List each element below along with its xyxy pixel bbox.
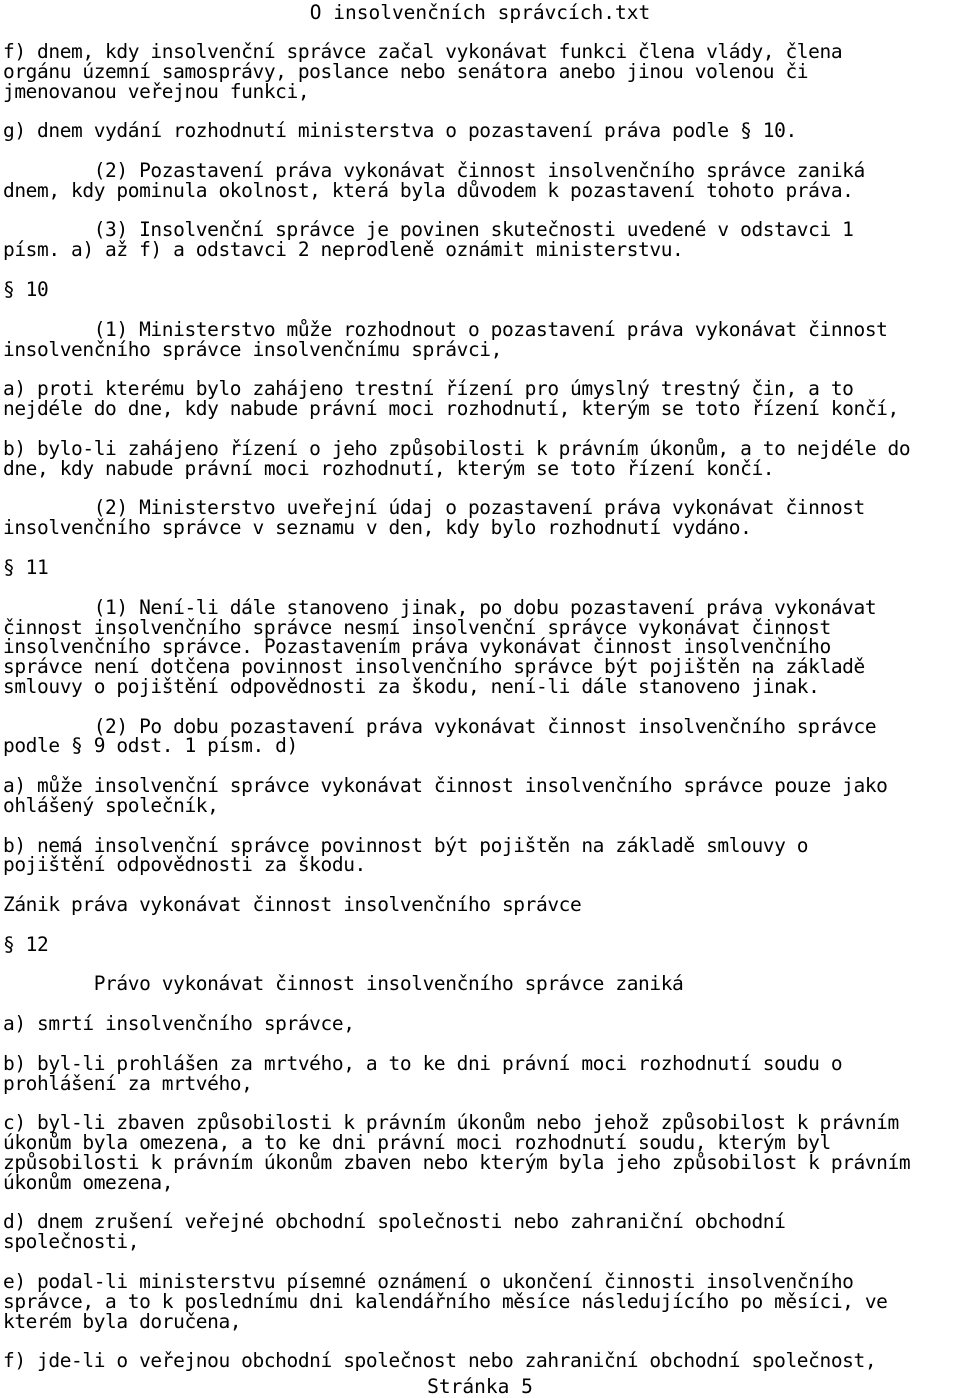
text-line: úkonům omezena, (3, 1171, 174, 1194)
text-line: d) dnem zrušení veřejné obchodní společnosti nebo zahraniční obchodní (3, 1210, 786, 1233)
text-line: dnem, kdy pominula okolnost, která byla důvodem k pozastavení tohoto práva. (3, 179, 854, 202)
text-line: a) proti kterému bylo zahájeno trestní řízení pro úmyslný trestný čin, a to (3, 377, 854, 400)
text-line: jmenovanou veřejnou funkci, (3, 80, 310, 103)
text-line: smlouvy o pojištění odpovědnosti za škodu, není-li dále stanoveno jinak. (3, 675, 820, 698)
text-line: nejdéle do dne, kdy nabude právní moci rozhodnutí, kterým se toto řízení končí, (3, 397, 899, 420)
text-line: pojištění odpovědnosti za škodu. (3, 853, 366, 876)
text-line: písm. a) až f) a odstavci 2 neprodleně oznámit ministerstvu. (3, 238, 684, 261)
text-line: Právo vykonávat činnost insolvenčního správce zaniká (3, 972, 684, 995)
text-line: úkonům byla omezena, a to ke dni právní moci rozhodnutí soudu, kterým byl (3, 1131, 831, 1154)
text-line: b) byl-li prohlášen za mrtvého, a to ke dni právní moci rozhodnutí soudu o (3, 1052, 843, 1075)
section-title: Zánik práva vykonávat činnost insolvenčního správce (3, 893, 582, 916)
page-number: Stránka 5 (427, 1375, 533, 1398)
text-line: insolvenčního správce. Pozastavením práva vykonávat činnost insolvenčního (3, 635, 831, 658)
section-heading: § 11 (3, 556, 49, 579)
text-line: g) dnem vydání rozhodnutí ministerstva o pozastavení práva podle § 10. (3, 119, 797, 142)
text-line: (2) Pozastavení práva vykonávat činnost insolvenčního správce zaniká (3, 159, 865, 182)
text-line: insolvenčního správce v seznamu v den, kdy bylo rozhodnutí vydáno. (3, 516, 752, 539)
text-line: (3) Insolvenční správce je povinen skutečnosti uvedené v odstavci 1 (3, 218, 854, 241)
text-line: b) nemá insolvenční správce povinnost být pojištěn na základě smlouvy o (3, 834, 809, 857)
text-line: (2) Po dobu pozastavení práva vykonávat činnost insolvenčního správce (3, 715, 877, 738)
document-title: O insolvenčních správcích.txt (309, 1, 651, 24)
text-line: správce, a to k poslednímu dni kalendářního měsíce následujícího po měsíci, ve (3, 1290, 888, 1313)
text-line: kterém byla doručena, (3, 1310, 242, 1333)
text-line: b) bylo-li zahájeno řízení o jeho způsobilosti k právním úkonům, a to nejdéle do (3, 437, 911, 460)
text-line: správce není dotčena povinnost insolvenčního správce být pojištěn na základě (3, 655, 865, 678)
text-line: činnost insolvenčního správce nesmí insolvenční správce vykonávat činnost (3, 616, 831, 639)
text-line: orgánu územní samosprávy, poslance nebo senátora anebo jinou volenou či (3, 60, 809, 83)
text-line: f) dnem, kdy insolvenční správce začal vykonávat funkci člena vlády, člena (3, 40, 843, 63)
text-line: způsobilosti k právním úkonům zbaven nebo kterým byla jeho způsobilost k právním (3, 1151, 911, 1174)
text-line: a) smrtí insolvenčního správce, (3, 1012, 355, 1035)
text-line: prohlášení za mrtvého, (3, 1072, 253, 1095)
text-line: dne, kdy nabude právní moci rozhodnutí, kterým se toto řízení končí. (3, 457, 775, 480)
text-line: a) může insolvenční správce vykonávat činnost insolvenčního správce pouze jako (3, 774, 888, 797)
text-line: společnosti, (3, 1230, 140, 1253)
text-line: (1) Není-li dále stanoveno jinak, po dobu pozastavení práva vykonávat (3, 596, 877, 619)
section-heading: § 12 (3, 933, 49, 956)
text-line: (1) Ministerstvo může rozhodnout o pozastavení práva vykonávat činnost (3, 318, 888, 341)
text-line: insolvenčního správce insolvenčnímu správci, (3, 338, 502, 361)
text-line: c) byl-li zbaven způsobilosti k právním úkonům nebo jehož způsobilost k právním (3, 1111, 899, 1134)
text-line: (2) Ministerstvo uveřejní údaj o pozastavení práva vykonávat činnost (3, 496, 865, 519)
text-line: podle § 9 odst. 1 písm. d) (3, 734, 298, 757)
text-line: e) podal-li ministerstvu písemné oznámení o ukončení činnosti insolvenčního (3, 1270, 854, 1293)
section-heading: § 10 (3, 278, 49, 301)
text-line: f) jde-li o veřejnou obchodní společnost nebo zahraniční obchodní společnost, (3, 1349, 877, 1372)
text-line: ohlášený společník, (3, 794, 219, 817)
